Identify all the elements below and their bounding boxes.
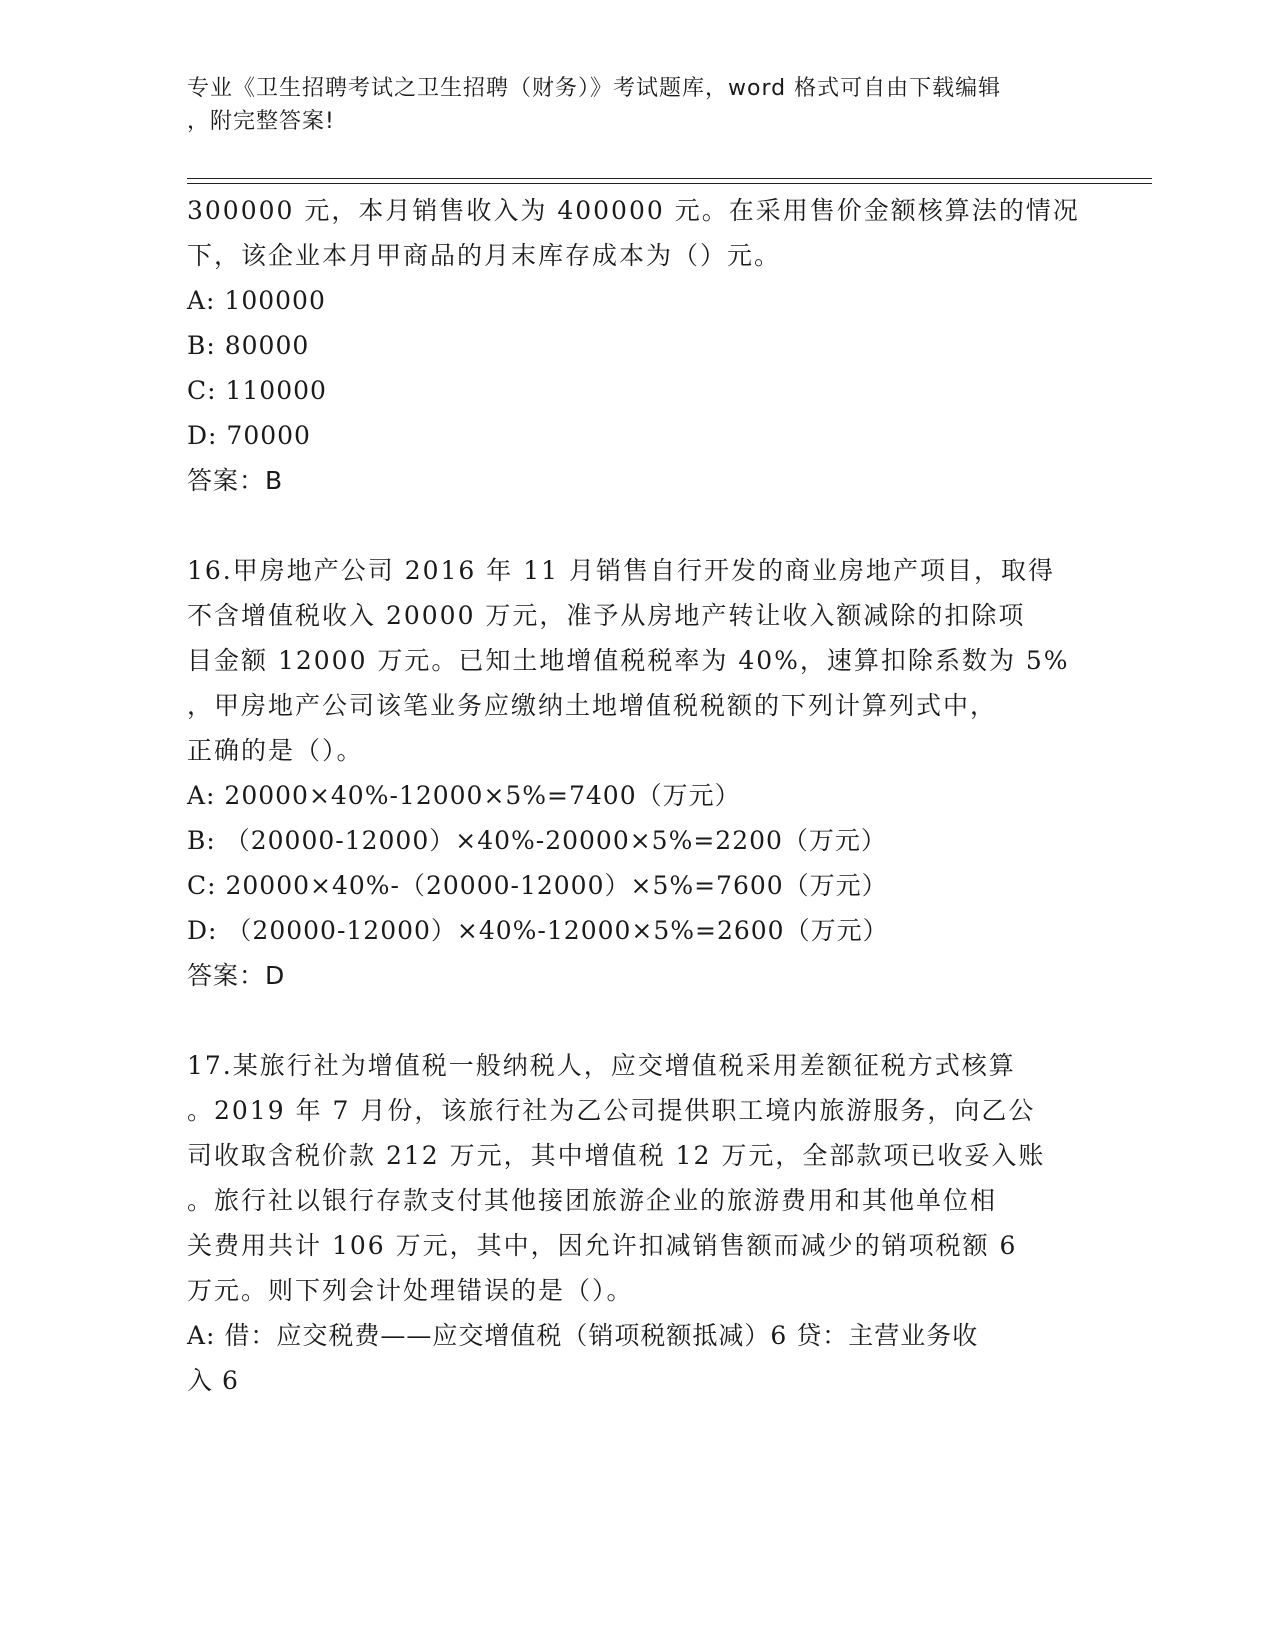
question-17-option-a: A: 借：应交税费——应交增值税（销项税额抵减）6 贷：主营业务收 入 6 [187,1321,979,1395]
question-16-stem: 16.甲房地产公司 2016 年 11 月销售自行开发的商业房地产项目，取得 不含增值税收入 20000 万元，准予从房地产转让收入额减除的扣除项 目金额 12000 万元。已知土地增值税税率为 40%，速算扣除系数为 5% ，甲房地产公司该笔业务应缴纳土地增值税税额的下列计算列式中， 正确的是（）。 [187,556,1070,765]
question-16-answer: 答案：D [187,961,286,990]
question-15-answer: 答案：B [187,466,284,495]
question-16-option-c: C: 20000×40%-（20000-12000）×5%=7600（万元） [187,871,888,900]
question-15-option-a: A: 100000 [187,286,326,315]
question-15 [187,188,1087,503]
header-line-1: 专业《卫生招聘考试之卫生招聘（财务）》考试题库，word 格式可自由下载编辑 [187,76,1002,101]
question-15-option-d: D: 70000 [187,421,311,450]
header-divider [187,178,1152,184]
question-16-option-b: B: （20000-12000）×40%-20000×5%=2200（万元） [187,826,887,855]
question-16 [187,548,1087,998]
question-17-stem: 17.某旅行社为增值税一般纳税人，应交增值税采用差额征税方式核算 。2019 年 7 月份，该旅行社为乙公司提供职工境内旅游服务，向乙公 司收取含税价款 212 万元，其中增值税 12 万元，全部款项已收妥入账 。旅行社以银行存款支付其他接团旅游企业的旅游费用和其他单位相 关费用共计 106 万元，其中，因允许扣减销售额而减少的销项税额 6 万元。则下列会计处理错误的是（）。 [187,1051,1046,1305]
spacer [187,998,1087,1043]
question-15-option-b: B: 80000 [187,331,310,360]
question-15-option-c: C: 110000 [187,376,327,405]
question-16-option-d: D: （20000-12000）×40%-12000×5%=2600（万元） [187,916,889,945]
page-header [187,72,1067,138]
header-line-2: ，附完整答案! [187,109,335,134]
question-16-option-a: A: 20000×40%-12000×5%=7400（万元） [187,781,741,810]
question-content [187,188,1087,1403]
spacer [187,503,1087,548]
question-15-stem: 300000 元，本月销售收入为 400000 元。在采用售价金额核算法的情况 下，该企业本月甲商品的月末库存成本为（）元。 [187,196,1080,270]
question-17 [187,1043,1087,1403]
